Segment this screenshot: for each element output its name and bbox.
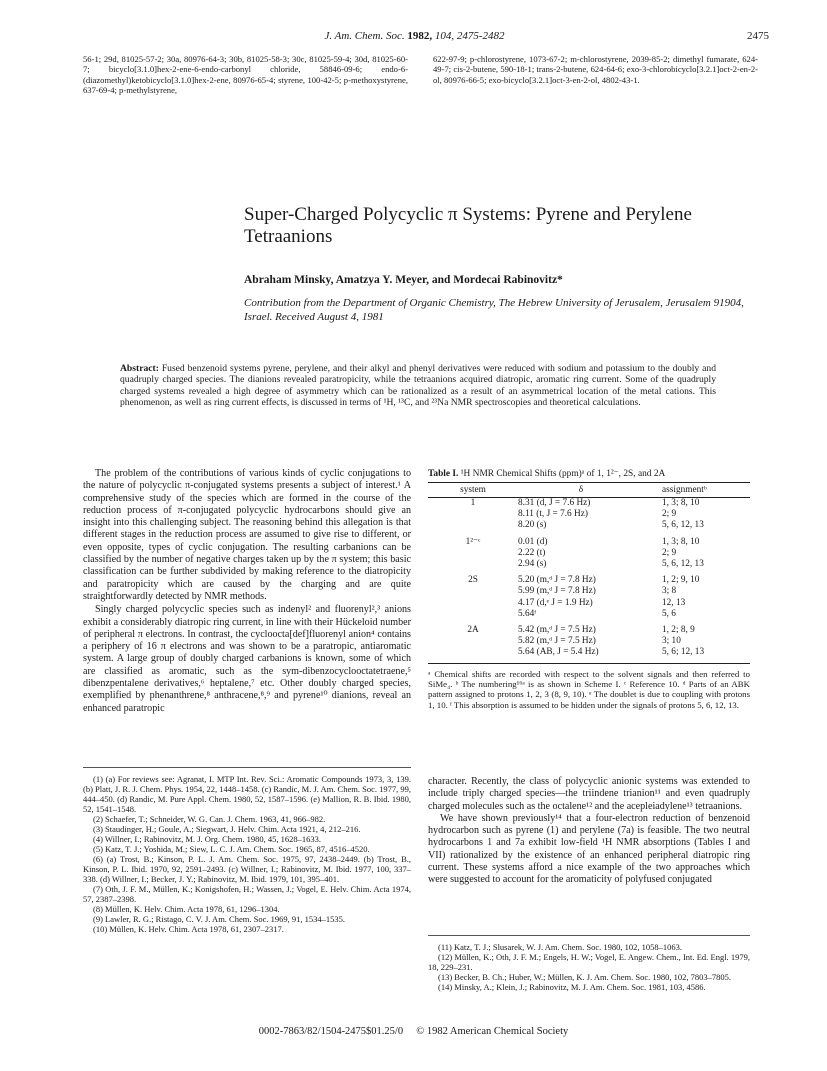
cell-assignment: 3; 8	[662, 586, 677, 597]
body-paragraph: character. Recently, the class of polycyclic anionic systems was extended to include triply charged species—the triindene trianion¹¹ and even quadruply charged molecules such as the octalene¹² and the acepleiadylene¹³ tetraanions.	[428, 776, 750, 812]
cell-system	[428, 598, 518, 609]
footnote: (14) Minsky, A.; Klein, J.; Rabinovitz, M. J. Am. Chem. Soc. 1981, 103, 4586.	[438, 982, 706, 992]
abstract-text: Fused benzenoid systems pyrene, perylene, and their alkyl and phenyl derivatives were reduced with sodium and potassium to the doubly and quadruply charged species. The dianions revealed paratropicity, while the tetraanions acquired diatropic, aromatic ring current. Some of the quadruply charged systems revealed a high degree of asymmetry which can be rationalized as a result of an asymmetrical location of the metal cations. This phenomenon, as well as ring current effects, is discussed in terms of ¹H, ¹³C, and ²³Na NMR spectroscopies and theoretical calculations.	[120, 363, 716, 409]
table-row	[428, 559, 750, 570]
table-row	[428, 636, 750, 647]
cell-delta: 2.22 (t)	[518, 547, 546, 558]
footnotes-left	[83, 767, 411, 934]
cell-system: 2A	[467, 625, 479, 636]
cell-system	[428, 636, 518, 647]
table-header-row	[428, 483, 750, 498]
nmr-table	[428, 482, 750, 664]
footnote: (13) Becker, B. Ch.; Huber, W.; Müllen, K. J. Am. Chem. Soc. 1980, 102, 7803–7805.	[438, 972, 732, 982]
footnote: (12) Müllen, K.; Oth, J. F. M.; Engels, H. W.; Vogel, E. Angew. Chem., Int. Ed. Engl. 1979, 18, 229–231.	[428, 952, 750, 972]
table-row	[428, 520, 750, 531]
table-caption	[428, 468, 750, 479]
article-title: Super-Charged Polycyclic π Systems: Pyrene and Perylene Tetraanions	[244, 204, 692, 247]
journal-pages: 2475-2482	[456, 30, 505, 42]
table-row	[428, 548, 750, 559]
cell-assignment: 5, 6	[662, 608, 676, 619]
page-number: 2475	[747, 30, 769, 42]
cell-assignment: 2; 9	[662, 547, 677, 558]
footnote: (3) Staudinger, H.; Goule, A.; Siegwart, J. Helv. Chim. Acta 1921, 4, 212–216.	[93, 824, 361, 834]
cell-system	[428, 586, 518, 597]
registry-right: 622-97-9; p-chlorostyrene, 1073-67-2; m-chlorostyrene, 2039-85-2; dimethyl fumarate, 624-49-7; cis-2-butene, 590-18-1; trans-2-butene, 624-64-6; exo-3-chlorobicyclo[3.2.1]oct-2-en-2-ol, 80976-66-5; exo-bicyclo[3.2.1]oct-3-en-2-ol, 4802-43-1.	[433, 54, 758, 85]
cell-system	[428, 647, 518, 663]
footnote: (11) Katz, T. J.; Slusarek, W. J. Am. Chem. Soc. 1980, 102, 1058–1063.	[438, 942, 682, 952]
abstract-label: Abstract:	[120, 363, 159, 374]
journal-year: 1982,	[407, 30, 433, 42]
body-paragraph: We have shown previously¹⁴ that a four-electron reduction of benzenoid hydrocarbon such as pyrene (1) and perylene (7a) is feasible. The two neutral hydrocarbons 1 and 7a exhibit low-field ¹H NMR absorptions (Tables I and VII) rationalized by the existence of an enhanced peripheral diatropic ring current. These systems afford a nice example of the two approaches which were suggested to account for the aromaticity of polyfused conjugated	[428, 812, 750, 886]
cell-assignment: 1, 2; 9, 10	[662, 575, 700, 586]
col-header-assignment: assignmentᵇ	[662, 485, 707, 495]
cell-assignment: 3; 10	[662, 636, 681, 647]
cell-assignment: 2; 9	[662, 509, 677, 520]
cell-assignment: 5, 6, 12, 13	[662, 559, 704, 570]
cell-assignment: 5, 6, 12, 13	[662, 520, 704, 531]
cell-system	[428, 509, 518, 520]
body-left-column	[83, 468, 411, 716]
footnote: (9) Lawler, R. G.; Ristago, C. V. J. Am. Chem. Soc. 1969, 91, 1534–1535.	[93, 914, 345, 924]
journal-citation	[60, 30, 769, 42]
abstract	[120, 363, 716, 409]
footer-copyright: © 1982 American Chemical Society	[416, 1026, 569, 1037]
table-row	[428, 647, 750, 663]
table-caption-label: Table I.	[428, 469, 459, 479]
table-row	[428, 509, 750, 520]
cell-delta: 5.99 (m,ᵈ J = 7.8 Hz)	[518, 586, 596, 597]
table-row	[428, 570, 750, 586]
table-row	[428, 586, 750, 597]
cell-system: 1²⁻ᶜ	[465, 536, 481, 547]
article-affiliation: Contribution from the Department of Organic Chemistry, The Hebrew University of Jerusalem, Jerusalem 91904, Israel. Received August 4, 1981	[244, 297, 744, 323]
footnote: (6) (a) Trost, B.; Kinson, P. L. J. Am. Chem. Soc. 1975, 97, 2438–2449. (b) Trost, B., Kinson, P. L. Ibid. 1970, 92, 2591–2493. (c) Willner, I.; Rabinovitz, M. Ibid. 1977, 100, 337–338. (d) Willner, I.; Becker, J. Y.; Rabinovitz, M. Ibid. 1979, 101, 395–401.	[83, 854, 411, 884]
cell-delta: 8.20 (s)	[518, 520, 547, 531]
cell-delta: 8.11 (t, J = 7.6 Hz)	[518, 509, 588, 520]
table-row	[428, 609, 750, 620]
cell-delta: 8.31 (d, J = 7.6 Hz)	[518, 498, 591, 508]
cell-delta: 5.82 (m,ᵈ J = 7.5 Hz)	[518, 636, 596, 647]
cell-delta: 4.17 (d,ᵉ J = 1.9 Hz)	[518, 597, 593, 608]
body-paragraph: Singly charged polycyclic species such as indenyl² and fluorenyl²,³ anions exhibit a considerably diatropic ring current, in line with their Hückeloid number of peripheral π electrons. In contrast, the cycloocta[def]fluorenyl anion⁴ contains a periphery of 16 π electrons and was shown to be a paratropic, antiaromatic system. A large group of doubly charged carbanions is known, some of which are classified as aromatic, such as the sym-dibenzocyclooctatetraene,⁵ dibenzpentalene derivatives,⁶ heptalene,⁷ etc. Other doubly charged species, exemplified by phenanthrene,⁸ anthracene,⁸,⁹ and pyrene¹⁰ dianions, reveal an enhanced paratropic	[83, 604, 411, 714]
table-row	[428, 620, 750, 636]
cell-assignment: 1, 3; 8, 10	[662, 498, 700, 508]
journal-name: J. Am. Chem. Soc.	[324, 30, 405, 42]
running-head	[60, 30, 769, 46]
cell-system	[428, 609, 518, 620]
footnote: (2) Schaefer, T.; Schneider, W. G. Can. J. Chem. 1963, 41, 966–982.	[93, 814, 326, 824]
registry-left: 56-1; 29d, 81025-57-2; 30a, 80976-64-3; 30b, 81025-58-3; 30c, 81025-59-4; 30d, 81025-60-7; bicyclo[3.1.0]hex-2-ene-6-endo-carbonyl chloride, 58846-09-6; endo-6-(diazomethyl)ketobicyclo[3.1.0]hex-2-ene, 80976-65-4; styrene, 100-42-5; p-methoxystyrene, 637-69-4; p-methylstyrene,	[83, 54, 408, 96]
page-footer	[0, 1026, 827, 1037]
body-paragraph: The problem of the contributions of various kinds of cyclic conjugations to the nature of polycyclic π-conjugated systems presents a subject of interest.¹ A comprehensive study of the species which are formed in the course of the reduction process of π-conjugated polycyclic hydrocarbons should give an insight into this challenging subject. The reasoning behind this allegation is that different stages in the reduction process are assumed to give rise to different, or even opposite, types of cyclic conjugation. The resulting carbanions can be classified by the number of negative charges taken up by the π system; this basic classification can be further subdivided by making reference to the diatropicity and paratropicity which are caused by the charging and are quite straightforwardly detected by NMR methods.	[83, 468, 411, 602]
registry-numbers	[83, 54, 763, 124]
cell-system: 1	[470, 498, 476, 508]
cell-assignment: 12, 13	[662, 597, 686, 608]
cell-delta: 5.20 (m,ᵈ J = 7.8 Hz)	[518, 575, 596, 586]
table-caption-text: ¹H NMR Chemical Shifts (ppm)ᵃ of 1, 1²⁻, 2S, and 2A	[460, 469, 666, 479]
cell-delta: 5.64 (AB, J = 5.4 Hz)	[518, 647, 599, 658]
cell-delta: 0.01 (d)	[518, 536, 548, 547]
footnote: (4) Willner, I.; Rabinovitz, M. J. Org. Chem. 1980, 45, 1628–1633.	[93, 834, 322, 844]
journal-volume: 104,	[434, 30, 455, 42]
cell-assignment: 1, 3; 8, 10	[662, 536, 700, 547]
table-row	[428, 498, 750, 510]
table-1	[428, 468, 750, 710]
cell-system	[428, 520, 518, 531]
footnote: (8) Müllen, K. Helv. Chim. Acta 1978, 61, 1296–1304.	[93, 904, 280, 914]
body-right-column	[428, 776, 750, 887]
article-authors: Abraham Minsky, Amatzya Y. Meyer, and Mordecai Rabinovitz*	[244, 274, 563, 286]
col-header-system: system	[460, 485, 486, 495]
footnote: (10) Müllen, K. Helv. Chim. Acta 1978, 61, 2307–2317.	[93, 924, 284, 934]
cell-assignment: 5, 6; 12, 13	[662, 647, 705, 658]
cell-system	[428, 548, 518, 559]
footnote: (7) Oth, J. F. M., Müllen, K.; Konigshofen, H.; Wassen, J.; Vogel, E. Helv. Chim. Acta 1974, 57, 2387–2398.	[83, 884, 411, 904]
col-header-delta: δ	[578, 485, 584, 495]
table-row	[428, 532, 750, 548]
cell-delta: 5.64ᶠ	[518, 608, 537, 619]
cell-delta: 5.42 (m,ᵈ J = 7.5 Hz)	[518, 625, 596, 636]
footnotes-right	[428, 935, 750, 992]
cell-assignment: 1, 2; 8, 9	[662, 625, 695, 636]
footnote: (5) Katz, T. J.; Yoshida, M.; Siew, L. C. J. Am. Chem. Soc. 1965, 87, 4516–4520.	[93, 844, 370, 854]
table-row	[428, 598, 750, 609]
table-footnotes: ᵃ Chemical shifts are recorded with respect to the solvent signals and then referred to SiMe₄. ᵇ The numbering¹⁶ᵃ is as shown in Scheme I. ᶜ Reference 10. ᵈ Parts of an ABK pattern assigned to protons 1, 2, 3 (8, 9, 10). ᵉ The doublet is due to coupling with protons 1, 10. ᶠ This absorption is assumed to be hidden under the signals of protons 5, 6, 12, 13.	[428, 668, 750, 710]
footer-code: 0002-7863/82/1504-2475$01.25/0	[258, 1026, 404, 1037]
footnote: (1) (a) For reviews see: Agranat, I. MTP Int. Rev. Sci.: Aromatic Compounds 1973, 3, 139. (b) Platt, J. R. J. Chem. Phys. 1954, 22, 1448–1458. (c) Randic, M. J. Am. Chem. Soc. 1977, 99, 444–450. (d) Randic, M. Pure Appl. Chem. 1980, 52, 1587–1596. (e) Mallion, R. B. Ibid. 1980, 52, 1541–1548.	[83, 774, 411, 814]
cell-system	[428, 559, 518, 570]
cell-delta: 2.94 (s)	[518, 559, 547, 570]
cell-system: 2S	[468, 575, 478, 586]
